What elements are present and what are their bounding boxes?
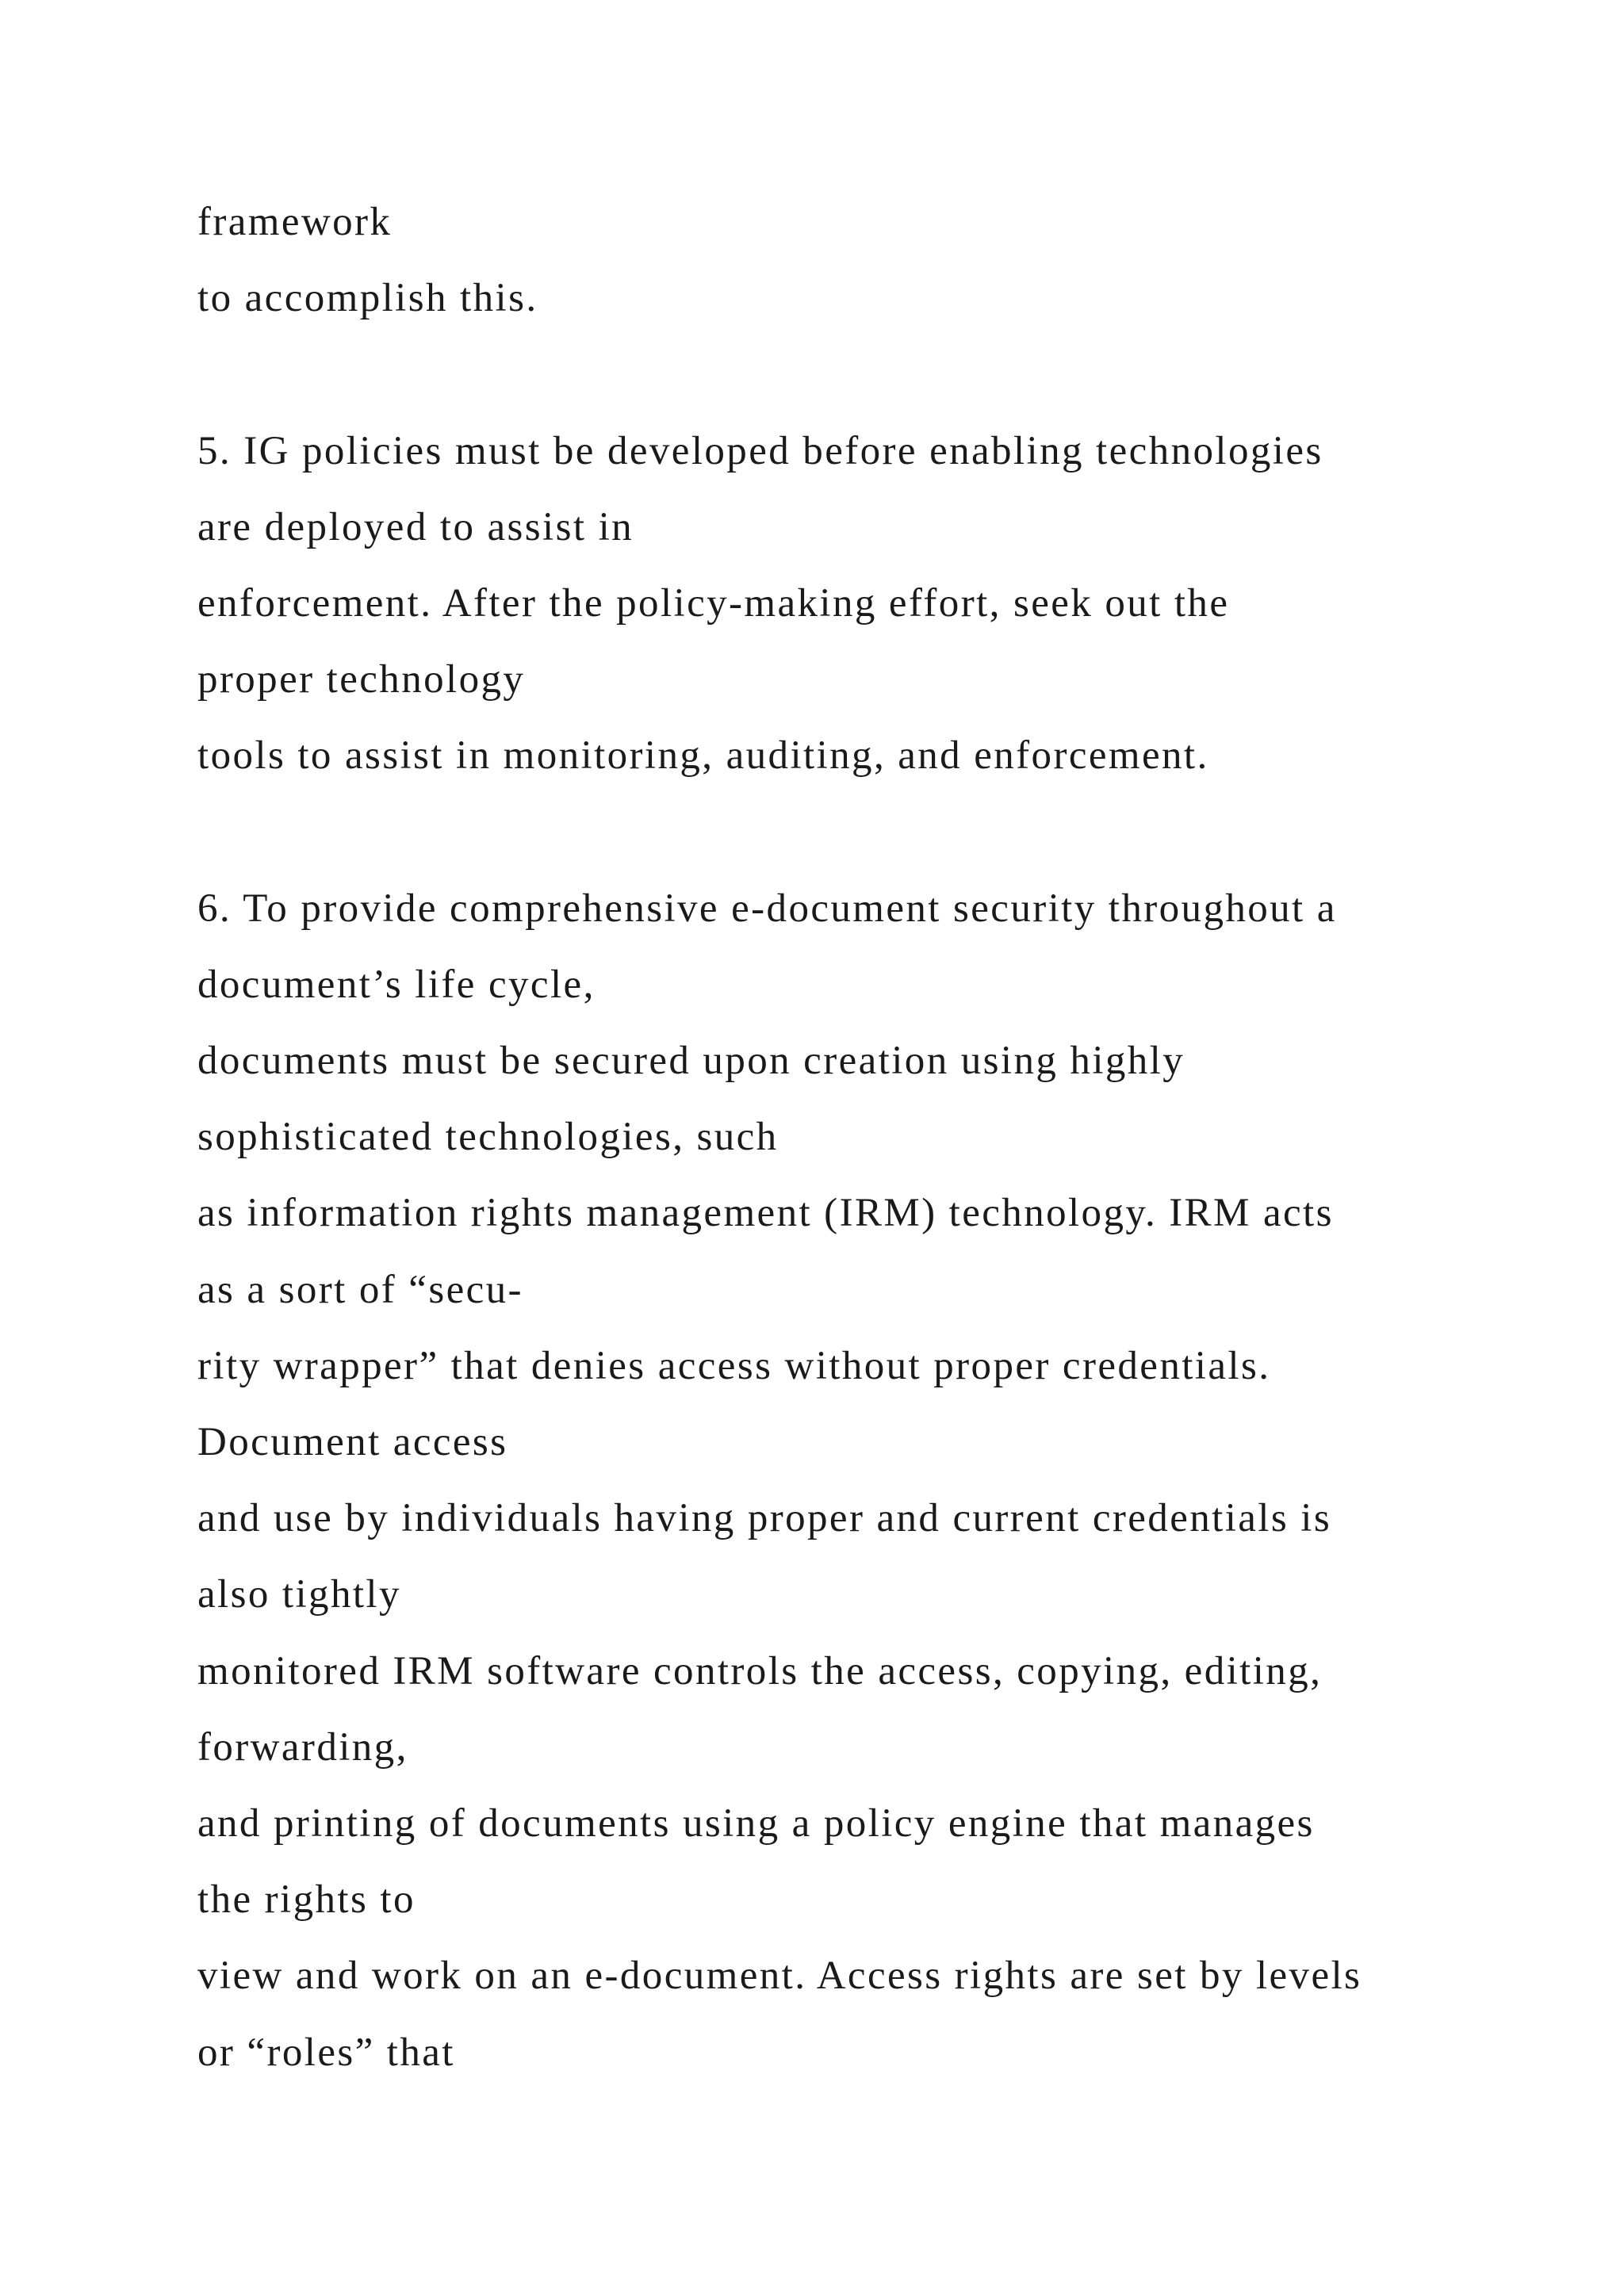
text-line: proper technology [197,657,526,702]
text-line: Document access [197,1420,508,1464]
text-line: also tightly [197,1572,401,1617]
text-line: as information rights management (IRM) technology. IRM acts [197,1191,1334,1236]
paragraph-spacer [197,341,1545,417]
text-line: and use by individuals having proper and current credentials is [197,1496,1332,1541]
text-line: and printing of documents using a policy engine that manages [197,1800,1315,1846]
text-line: are deployed to assist in [197,504,634,549]
text-line: the rights to [197,1877,416,1923]
text-line: to accomplish this. [197,276,538,321]
intro-paragraph [197,189,1545,341]
text-line: document’s life cycle, [197,962,596,1007]
text-line: enforcement. After the policy-making effort, seek out the [197,580,1230,626]
item-6-paragraph [197,875,1545,2095]
text-line: as a sort of “secu- [197,1267,523,1312]
text-line: documents must be secured upon creation using highly [197,1039,1185,1084]
text-line: view and work on an e-document. Access rights are set by levels [197,1954,1362,1999]
text-line: 6. To provide comprehensive e-document security throughout a [197,886,1337,931]
text-line: monitored IRM software controls the access, copying, editing, [197,1648,1323,1693]
text-line: framework [197,200,393,244]
item-5-paragraph [197,418,1545,799]
text-line: or “roles” that [197,2030,455,2075]
text-line: sophisticated technologies, such [197,1115,779,1160]
text-line: tools to assist in monitoring, auditing, and enforcement. [197,733,1209,779]
document-body [197,189,1545,2095]
text-line: rity wrapper” that denies access without proper credentials. [197,1343,1271,1388]
text-line: forwarding, [197,1724,408,1770]
text-line: 5. IG policies must be developed before enabling technologies [197,428,1323,473]
paragraph-spacer [197,799,1545,875]
